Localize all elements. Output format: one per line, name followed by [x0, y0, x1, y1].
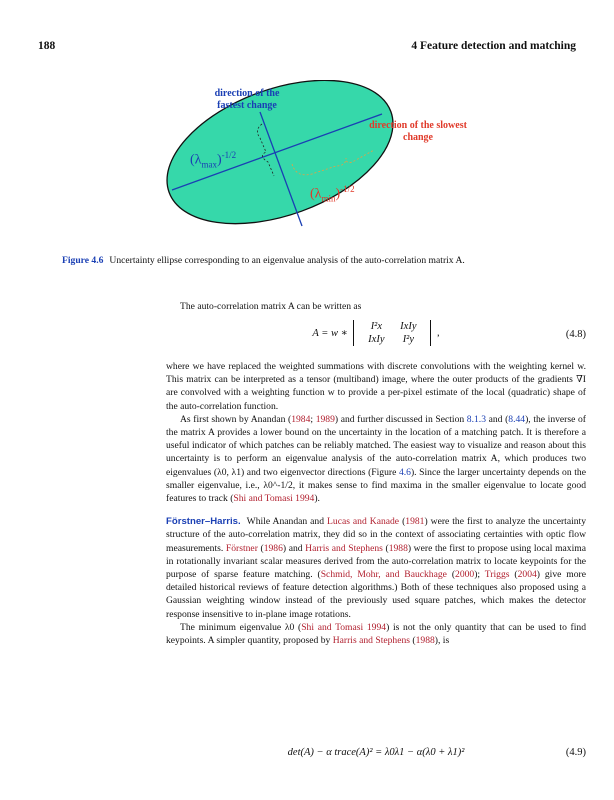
lambda-min-label: $(\lambda_{min})^{-1/2}$	[310, 184, 355, 204]
paragraph-heading-forstner-harris: Förstner–Harris.	[166, 516, 241, 528]
eq49-body: det(A) − α trace(A)² = λ0λ1 − α(λ0 + λ1)²	[287, 747, 465, 758]
paragraph-3: Förstner–Harris. While Anandan and Lucas and Kanade (1981) were the first to analyze the uncertainty structure of the auto-correlation matrix, they did so in the context of associating certainties with optic flow measurements. Förstner (1986) and Harris and Stephens (1988) were the first to propose using local maxima in rotationally invariant scalar measures derived from the auto-correlation matrix to locate keypoints for the purpose of sparse feature matching. (Schmid, Mohr, and Bauckhage (2000); Triggs (2004) give more detailed historical reviews of feature detection algorithms.) Both of these techniques also proposed using a Gaussian weighting window instead of the previously used square patches, which makes the detector response insensitive to in-plane image rotations.	[166, 516, 587, 620]
ref-forstner[interactable]: Förstner	[225, 542, 258, 554]
page-number: 188	[38, 40, 56, 52]
eq48-matrix	[353, 320, 431, 346]
caption-figure-number: Figure 4.6	[62, 255, 104, 266]
ref-lucas-kanade[interactable]: Lucas and Kanade	[327, 516, 400, 528]
equation-4-8: A = w ∗ I²x IxIy IxIy I²y , (4.8)	[312, 321, 586, 345]
ref-lucas-kanade-1981[interactable]: 1981	[405, 516, 425, 528]
running-header	[38, 40, 576, 56]
ref-schmid[interactable]: Schmid, Mohr, and Bauckhage	[320, 569, 447, 581]
label-fastest-change: direction of the fastest change	[214, 88, 280, 111]
label-slowest-change: direction of the slowest change	[369, 120, 467, 143]
paragraph-4: The minimum eigenvalue λ0 (Shi and Tomasi 1994) is not the only quantity that can be used to find keypoints. A simpler quantity, proposed by Harris and Stephens (1988), is	[166, 621, 587, 647]
ref-harris-stephens-2[interactable]: Harris and Stephens	[332, 635, 410, 647]
ref-anandan-1984[interactable]: 1984	[291, 413, 311, 425]
figure-caption	[62, 254, 562, 267]
ref-forstner-1986[interactable]: 1986	[263, 542, 283, 554]
link-figure-4-6[interactable]: 4.6	[398, 466, 411, 478]
link-section-8-1-3[interactable]: 8.1.3	[466, 413, 486, 425]
eq48-m12: IxIy	[400, 321, 417, 332]
ref-triggs[interactable]: Triggs	[484, 569, 510, 581]
eq48-m11: I²x	[370, 321, 382, 332]
paragraph-2: As first shown by Anandan (1984; 1989) and further discussed in Section 8.1.3 and (8.44), the inverse of the matrix A provides a lower bound on the uncertainty in the location of a matching patch. It is therefore a useful indicator of which patches can be reliably matched. The easiest way to visualize and reason about this uncertainty is to perform an eigenvalue analysis of the auto-correlation matrix A, which produces two eigenvalues (λ0, λ1) and two eigenvector directions (Figure 4.6). Since the larger uncertainty depends on the smaller eigenvalue, i.e., λ0^-1/2, it makes sense to find maxima in the smaller eigenvalue to locate good features to track (Shi and Tomasi 1994).	[166, 413, 586, 505]
ref-triggs-2004[interactable]: 2004	[517, 569, 537, 581]
eq48-m21: IxIy	[368, 334, 385, 345]
ref-harris-stephens-1988[interactable]: 1988	[388, 542, 408, 554]
ref-harris-stephens[interactable]: Harris and Stephens	[305, 542, 383, 554]
ref-shi-tomasi-2[interactable]: Shi and Tomasi 1994	[301, 621, 387, 633]
eq49-tag: (4.9)	[565, 747, 586, 758]
eq48-tag: (4.8)	[565, 329, 586, 340]
chapter-title: 4 Feature detection and matching	[411, 40, 576, 52]
ref-schmid-2000[interactable]: 2000	[455, 569, 475, 581]
link-eq-8-44[interactable]: 8.44	[508, 413, 526, 425]
eq48-m22: I²y	[402, 334, 414, 345]
ref-anandan-1989[interactable]: 1989	[315, 413, 335, 425]
paragraph-1: where we have replaced the weighted summations with discrete convolutions with the weighting kernel w. This matrix can be interpreted as a tensor (multiband) image, where the outer products of the gradients ∇I are convolved with a weighting function w to provide a per-pixel estimate of the local (quadratic) shape of the auto-correlation function.	[166, 361, 586, 412]
intro-text: The auto-correlation matrix A can be written as	[180, 301, 362, 312]
ref-shi-tomasi[interactable]: Shi and Tomasi 1994	[233, 493, 315, 505]
caption-text: Uncertainty ellipse corresponding to an eigenvalue analysis of the auto-correlation matrix A.	[109, 255, 465, 266]
intro-sentence	[166, 300, 586, 313]
body-text	[166, 360, 586, 647]
figure-uncertainty-ellipse	[150, 80, 480, 240]
lambda-max-label: $(\lambda_{max})^{-1/2}$	[190, 150, 237, 170]
eq48-lhs: A = w ∗	[312, 328, 348, 339]
ref-harris-stephens-1988-2[interactable]: 1988	[415, 635, 435, 647]
equation-4-9	[166, 738, 586, 768]
